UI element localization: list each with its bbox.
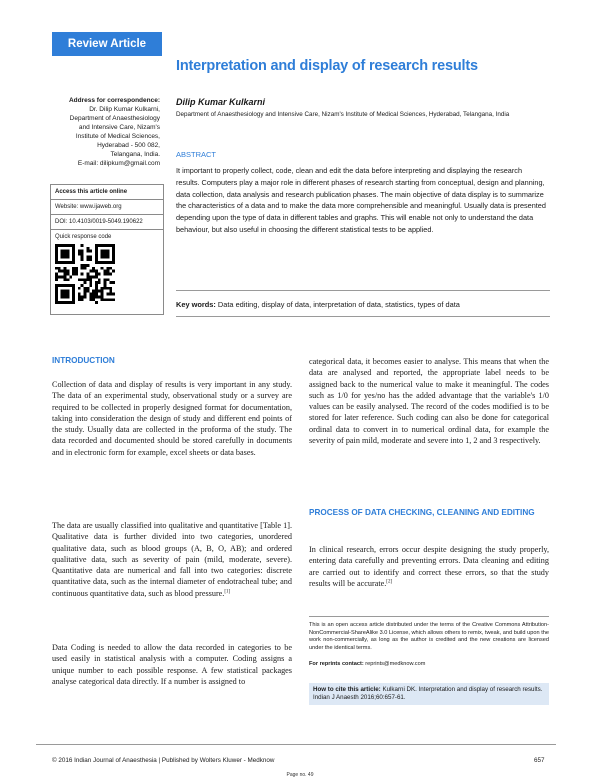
doi-link[interactable]: DOI: 10.4103/0019-5049.190622 — [51, 215, 163, 230]
paragraph-text: The data are usually classified into qualitative and quantitative [Table 1]. Qualitative data is further divided into two categories, unordered qualitative data, such as blood groups (A, B, O, AB); and ordered qualitative data, such as severity of pain (mild, moderate, severe). Quantitative data are numerical and fall into two categories: discrete quantitative data, such as the internal diameter of endotracheal tube; and continuous quantitative data, such as blood pressure. — [52, 521, 292, 598]
address-line: Hyderabad - 500 082, — [97, 142, 160, 149]
abstract-heading: ABSTRACT — [176, 150, 217, 159]
divider — [36, 744, 556, 745]
reprints-email[interactable]: reprints@medknow.com — [365, 661, 426, 667]
divider — [309, 616, 549, 617]
address-line: Dr. Dilip Kumar Kulkarni, — [89, 106, 160, 113]
paragraph-text: In clinical research, errors occur despite designing the study properly, entering data carefully and preventing errors. Data cleaning and editing are carried out to identify and correct these errors, so that the study results will be accurate. — [309, 545, 549, 588]
qr-label: Quick response code — [55, 234, 112, 240]
access-heading: Access this article online — [51, 185, 163, 200]
citation-box — [309, 683, 549, 705]
author-name: Dilip Kumar Kulkarni — [176, 97, 266, 107]
reference-marker[interactable]: [1] — [224, 589, 231, 595]
access-box — [50, 184, 164, 315]
reference-marker[interactable]: [2] — [386, 579, 393, 585]
website-link[interactable]: Website: www.ijaweb.org — [51, 200, 163, 215]
body-paragraph: categorical data, it becomes easier to analyse. This means that when the data are analysed and reported, the appropriate label needs to be assigned back to the numerical value to make it meaningful. The codes such as 1/0 for yes/no has the added advantage that the variable's 1/0 values can be easily analysed. The record of the codes modified is to be stored for later reference. Such coding can also be done for categorical ordinal data to convert in to numerical ordinal data, for example the severity of pain mild, moderate and severe into 1, 2 and 3 respectively. — [309, 357, 549, 446]
body-paragraph — [52, 520, 292, 599]
qr-section — [51, 230, 163, 314]
divider — [176, 290, 550, 291]
correspondence-address — [40, 96, 160, 168]
address-heading: Address for correspondence: — [68, 97, 160, 104]
footer-copyright: © 2016 Indian Journal of Anaesthesia | Published by Wolters Kluwer - Medknow — [52, 757, 275, 764]
body-paragraph — [309, 544, 549, 589]
cite-label: How to cite this article: — [313, 686, 381, 693]
address-line: and Intensive Care, Nizam's — [78, 124, 160, 131]
keywords-text: Data editing, display of data, interpretation of data, statistics, types of data — [217, 300, 460, 309]
footer-page-number: 657 — [534, 757, 545, 764]
open-access-notice: This is an open access article distributed under the terms of the Creative Commons Attribution-NonCommercial-ShareAlike 3.0 License, which allows others to remix, tweak, and build upon the work non-commercially, as long as the author is credited and the new creations are licensed under the identical terms. — [309, 622, 549, 651]
address-email[interactable]: E-mail: dilipkum@gmail.com — [77, 160, 160, 167]
article-type-badge — [52, 32, 162, 56]
badge-label: Review Article — [67, 38, 147, 50]
keywords-label: Key words: — [176, 300, 216, 309]
page-counter: Page no. 49 — [286, 772, 314, 778]
abstract-text: It important to properly collect, code, clean and edit the data before interpreting and displaying the research results. Computers play a major role in different phases of research starting from conceptual, design and planning, data collection, data analysis and research publication phases. The main objective of data display is to summarize the characteristics of a data and to make the data more comprehensible and meaningful. Usually data is presented depending upon the type of data in different tables and graphs. This will enable not only to understand the data behaviour, but also useful in choosing the different statistical tests to be applied. — [176, 166, 546, 234]
address-line: Department of Anaesthesiology — [69, 115, 160, 122]
body-paragraph: Collection of data and display of results is very important in any study. The data of an experimental study, observational study or a survey are required to be collected in properly designed format for documentation, taking into consideration the design of study and different end points of the study. Usually data are collected in the proforma of the study. The data recorded and documented should be stored carefully in documents and in electronic form for example, excel sheets or data bases. — [52, 380, 292, 457]
process-heading: PROCESS OF DATA CHECKING, CLEANING AND EDITING — [309, 508, 535, 517]
author-affiliation: Department of Anaesthesiology and Intensive Care, Nizam's Institute of Medical Sciences, Hyderabad, Telangana, India — [176, 111, 510, 118]
cite-text: Kulkarni DK. Interpretation and display of research results. Indian J Anaesth 2016;60:657-61. — [313, 686, 543, 702]
address-line: Institute of Medical Sciences, — [75, 133, 160, 140]
body-paragraph: Data Coding is needed to allow the data recorded in categories to be used easily in statistical analysis with a computer. Coding assigns a unique number to each possible response. A few statistical packages analyse categorical data directly. If a number is assigned to — [52, 643, 292, 686]
article-title: Interpretation and display of research results — [176, 58, 478, 74]
keywords — [176, 300, 550, 309]
qr-code-icon[interactable] — [55, 244, 115, 304]
introduction-heading: INTRODUCTION — [52, 356, 115, 365]
divider — [176, 316, 550, 317]
address-line: Telangana, India. — [110, 151, 160, 158]
reprints-contact — [309, 661, 549, 667]
reprints-label: For reprints contact: — [309, 661, 364, 667]
